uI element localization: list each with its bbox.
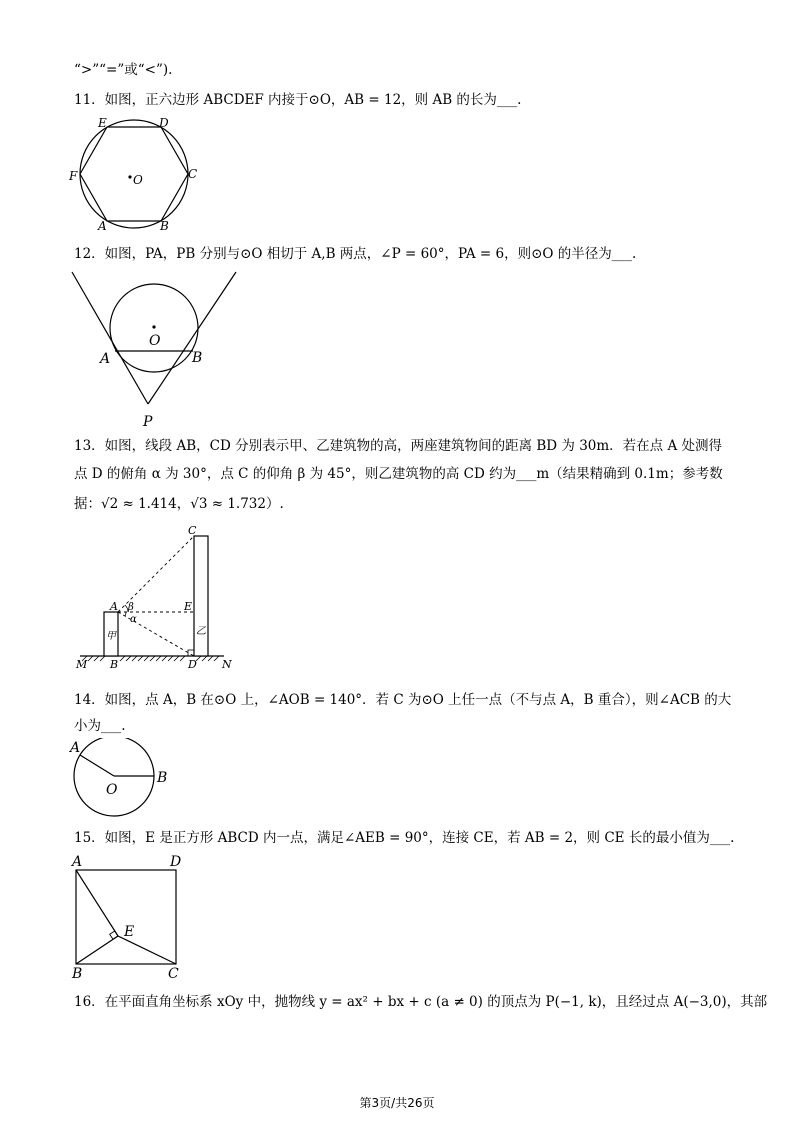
- label-A: A: [100, 351, 111, 367]
- label-N: N: [222, 658, 232, 671]
- label-M: M: [76, 658, 88, 671]
- label-C: C: [188, 167, 198, 181]
- label-D: D: [188, 658, 197, 671]
- label-D: D: [159, 116, 169, 130]
- label-D: D: [170, 854, 182, 870]
- label-jia: 甲: [106, 631, 116, 642]
- question-13-line-1: 13．如图，线段 AB，CD 分别表示甲、乙建筑物的高，两座建筑物间的距离 BD 为 30m．若在点 A 处测得: [74, 438, 723, 454]
- question-15: 15．如图，E 是正方形 ABCD 内一点，满足∠AEB = 90°，连接 CE，若 AB = 2，则 CE 长的最小值为___.: [74, 830, 735, 846]
- label-F: F: [69, 169, 78, 183]
- question-14-line-1: 14．如图，点 A，B 在⊙O 上，∠AOB = 140°．若 C 为⊙O 上任一点（不与点 A，B 重合），则∠ACB 的大: [74, 692, 732, 708]
- label-A: A: [98, 219, 107, 233]
- label-O: O: [106, 782, 118, 798]
- question-12: 12．如图，PA，PB 分别与⊙O 相切于 A,B 两点，∠P = 60°，PA = 6，则⊙O 的半径为___.: [74, 246, 637, 262]
- label-A: A: [70, 740, 81, 756]
- question-11: 11．如图，正六边形 ABCDEF 内接于⊙O，AB = 12，则 AB 的长为___.: [74, 92, 522, 108]
- page-footer: 第3页/共26页: [359, 1096, 435, 1110]
- figure-13-buildings: [72, 522, 242, 672]
- question-16: 16．在平面直角坐标系 xOy 中，抛物线 y = ax² + bx + c (a ≠ 0) 的顶点为 P(−1, k)，且经过点 A(−3,0)，其部: [74, 994, 768, 1010]
- question-13-line-3: 据：√2 ≈ 1.414，√3 ≈ 1.732）.: [74, 496, 284, 512]
- figure-14-circle: [64, 738, 184, 838]
- label-A: A: [72, 854, 83, 870]
- label-P: P: [143, 414, 153, 430]
- figure-15-square: [66, 852, 196, 982]
- label-yi: 乙: [196, 626, 206, 637]
- label-B: B: [110, 658, 119, 671]
- label-B: B: [157, 770, 168, 786]
- label-alpha: α: [130, 614, 137, 625]
- question-14-line-2: 小为___.: [74, 718, 126, 734]
- question-13-line-2: 点 D 的俯角 α 为 30°，点 C 的仰角 β 为 45°，则乙建筑物的高 CD 约为___m（结果精确到 0.1m；参考数: [74, 466, 723, 482]
- label-C: C: [188, 524, 197, 537]
- label-beta: β: [128, 602, 134, 613]
- label-B: B: [192, 350, 203, 366]
- label-E: E: [98, 116, 107, 130]
- label-C: C: [168, 966, 179, 982]
- figure-12-tangents: [64, 270, 244, 430]
- label-O: O: [133, 173, 143, 187]
- label-E: E: [124, 924, 135, 940]
- label-B: B: [160, 219, 169, 233]
- label-B: B: [72, 966, 83, 982]
- label-A: A: [110, 600, 118, 613]
- label-E: E: [184, 600, 193, 613]
- text-line-continuation: “>”“=”或“<”).: [74, 62, 173, 78]
- label-O: O: [149, 333, 161, 349]
- figure-11-hexagon: [64, 114, 204, 234]
